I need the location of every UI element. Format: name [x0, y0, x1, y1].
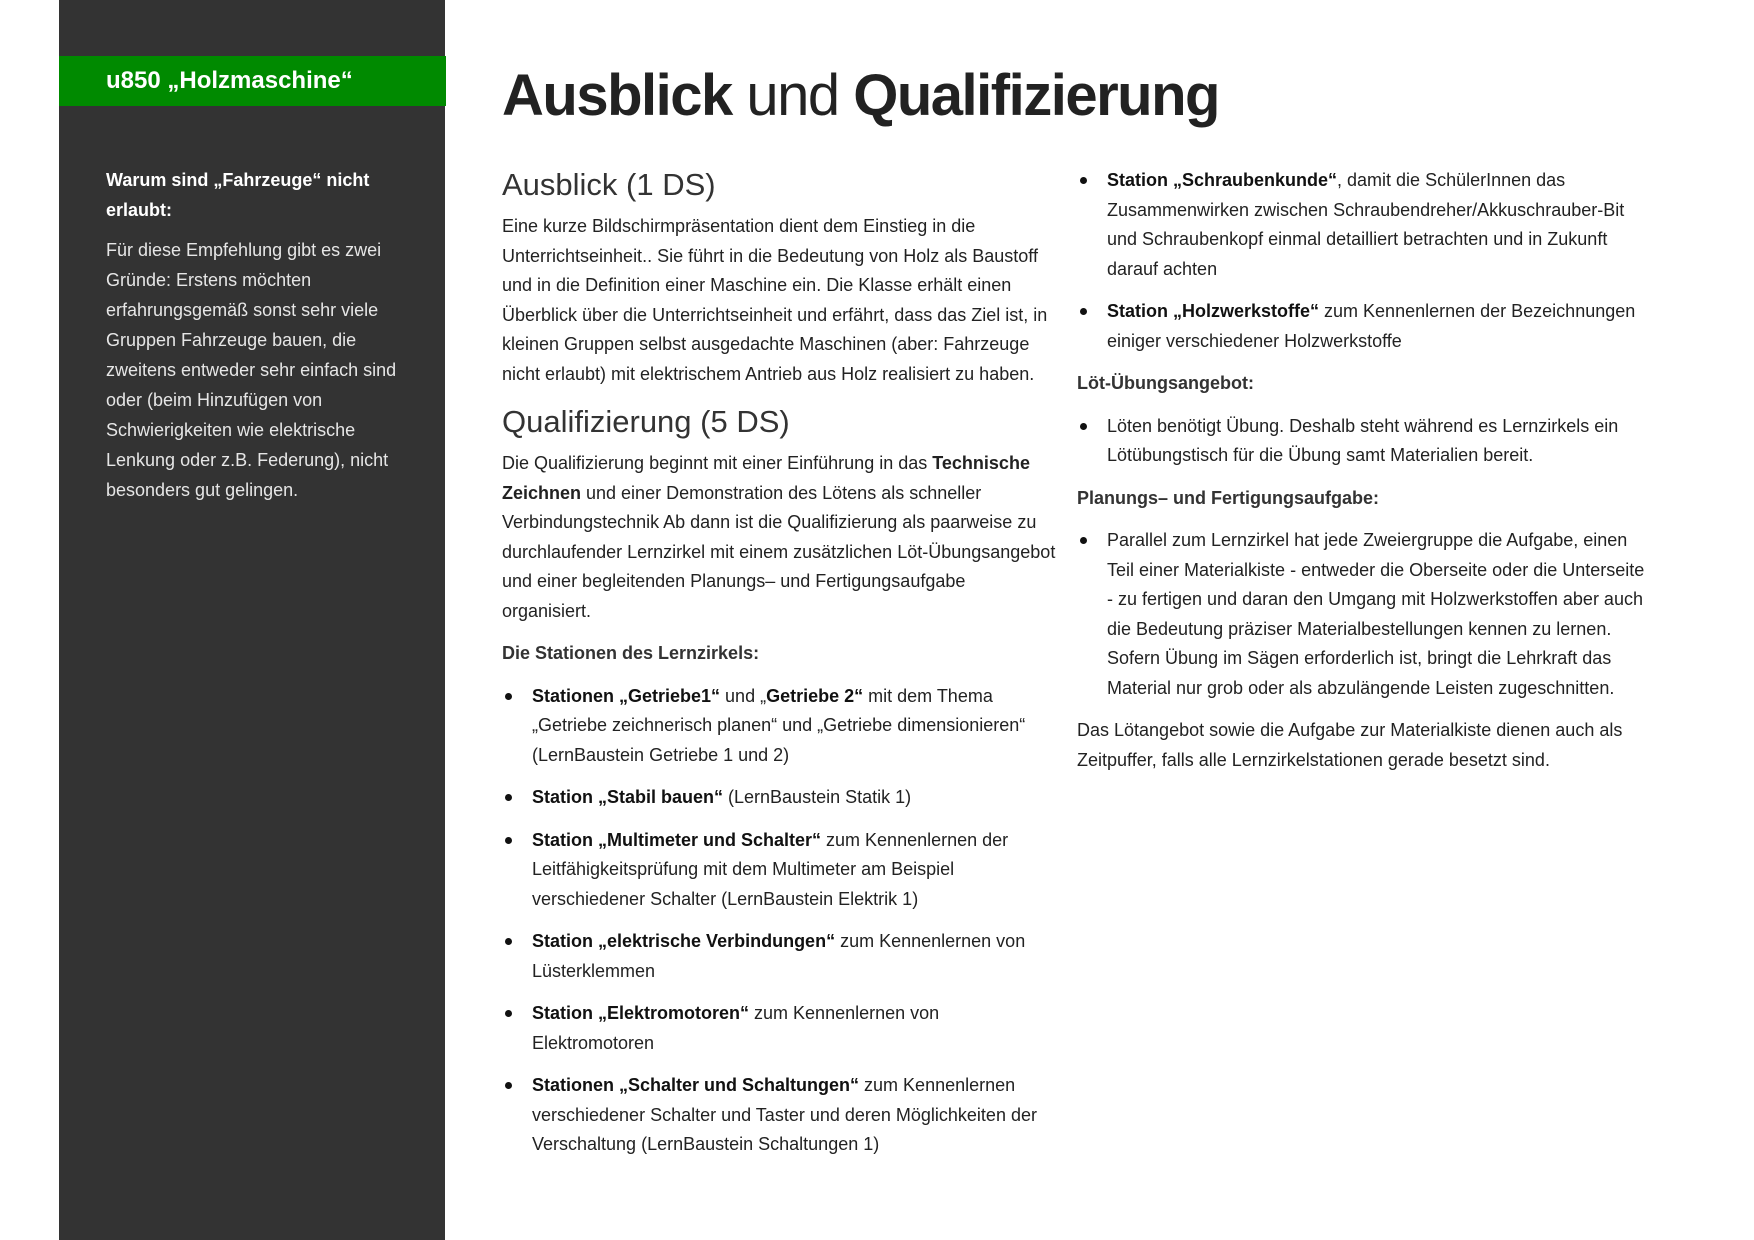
page-title-part1: Ausblick: [502, 63, 732, 128]
qualifizierung-text-b: und einer Demonstration des Lötens als schneller Verbindungstechnik Ab dann ist die Qualifizierung als paarweise zu durchlaufender Lernzirkel mit einem zusätzlichen Löt-Übungsangebot und einer begleitenden Planungs– und Fertigungsaufgabe organisiert.: [502, 482, 1056, 621]
station-name: Stationen „Getriebe1“: [532, 685, 721, 706]
station-desc: zum Kennenlernen von Lüsterklemmen: [532, 931, 1026, 981]
unit-badge: u850 „Holzmaschine“: [59, 56, 446, 106]
stations-heading: Die Stationen des Lernzirkels:: [502, 643, 760, 663]
sidebar-note-text: Für diese Empfehlung gibt es zwei Gründe: Erstens möchten erfahrungsgemäß sonst sehr viele Gruppen Fahrzeuge bauen, die zweitens entweder sehr einfach sind oder (beim Hinzufügen von Schwierigkeiten wie elektrische Lenkung oder z.B. Federung), nicht besonders gut gelingen.: [106, 240, 397, 500]
sidebar-note-title: Warum sind „Fahrzeuge“ nicht erlaubt:: [106, 170, 370, 220]
station-name: Station „Elektromotoren“: [532, 1003, 750, 1023]
station-name: Station „elektrische Verbindungen“: [532, 931, 836, 951]
page-title-part3: Qualifizierung: [853, 63, 1219, 128]
list-item: [502, 826, 1057, 915]
station-desc: zum Kennenlernen verschiedener Schalter und Taster und deren Möglichkeiten der Verschaltung (LernBaustein Schaltungen 1): [532, 1075, 1037, 1154]
page-title-part2: und: [731, 63, 854, 128]
page-title: [502, 60, 1219, 132]
station-joiner: und „: [720, 685, 767, 706]
sidebar-note: [106, 165, 406, 505]
station-name: Station „Multimeter und Schalter“: [532, 829, 822, 850]
list-item: [502, 783, 1057, 813]
list-item: [1077, 297, 1645, 356]
planung-list: [1077, 526, 1645, 703]
station-desc: , damit die SchülerInnen das Zusammenwirken zwischen Schraubendreher/Akkuschrauber-Bit und Schraubenkopf einmal detailliert betrachten und in Zukunft darauf achten: [1107, 170, 1625, 279]
station-name-2: Getriebe 2“: [766, 685, 864, 706]
station-desc: mit dem Thema „Getriebe zeichnerisch planen“ und „Getriebe dimensionieren“ (LernBaustein Getriebe 1 und 2): [532, 685, 1026, 765]
station-name: Station „Stabil bauen“: [532, 787, 724, 807]
station-desc: zum Kennenlernen von Elektromotoren: [532, 1003, 940, 1053]
stations-list-continued: [1077, 166, 1645, 356]
list-item: Löten benötigt Übung. Deshalb steht während es Lernzirkels ein Lötübungstisch für die Übung samt Materialien bereit.: [1077, 412, 1645, 471]
ausblick-paragraph: Eine kurze Bildschirmpräsentation dient dem Einstieg in die Unterrichtseinheit.. Sie führt in die Bedeutung von Holz als Baustoff und in die Definition einer Maschine ein. Die Klasse erhält einen Überblick über die Unterrichtseinheit und erfährt, dass das Ziel ist, in kleinen Gruppen selbst ausgedachte Maschinen (aber: Fahrzeuge nicht erlaubt) mit elektrischem Antrieb aus Holz realisiert zu haben.: [502, 216, 1048, 384]
qualifizierung-heading: Qualifizierung (5 DS): [502, 404, 790, 439]
list-item: [502, 999, 1057, 1058]
list-item: Parallel zum Lernzirkel hat jede Zweiergruppe die Aufgabe, einen Teil einer Materialkiste - entweder die Oberseite oder die Unterseite - zu fertigen und daran den Umgang mit Holzwerkstoffen aber auch die Bedeutung präziser Materialbestellungen kennen zu lernen. Sofern Übung im Sägen erforderlich ist, bringt die Lehrkraft das Material nur grob oder als abzulängende Leisten zugeschnitten.: [1077, 526, 1645, 703]
qualifizierung-text-bold: Technische Zeichnen: [502, 453, 1030, 503]
list-item: [1077, 166, 1645, 284]
qualifizierung-text-a: Die Qualifizierung beginnt mit einer Einführung in das: [502, 453, 933, 473]
list-item: [502, 927, 1057, 986]
station-name: Station „Holzwerkstoffe“: [1107, 301, 1320, 321]
list-item: [502, 1071, 1057, 1160]
stations-list: [502, 682, 1057, 1160]
loet-list: [1077, 412, 1645, 471]
closing-paragraph: Das Lötangebot sowie die Aufgabe zur Materialkiste dienen auch als Zeitpuffer, falls alle Lernzirkelstationen gerade besetzt sind.: [1077, 720, 1623, 770]
station-desc: (LernBaustein Statik 1): [723, 787, 912, 807]
station-name: Station „Schraubenkunde“: [1107, 170, 1338, 190]
planung-heading: Planungs– und Fertigungsaufgabe:: [1077, 487, 1380, 508]
qualifizierung-paragraph: [502, 449, 1057, 626]
ausblick-heading: Ausblick (1 DS): [502, 167, 716, 202]
right-column: [1077, 166, 1645, 788]
station-desc: zum Kennenlernen der Bezeichnungen einiger verschiedener Holzwerkstoffe: [1107, 301, 1636, 351]
station-name: Stationen „Schalter und Schaltungen“: [532, 1075, 860, 1095]
left-column: [502, 165, 1057, 1173]
list-item: [502, 682, 1057, 771]
loet-heading: Löt-Übungsangebot:: [1077, 373, 1254, 393]
station-desc: zum Kennenlernen der Leitfähigkeitsprüfung mit dem Multimeter am Beispiel verschiedener Schalter (LernBaustein Elektrik 1): [532, 829, 1009, 909]
